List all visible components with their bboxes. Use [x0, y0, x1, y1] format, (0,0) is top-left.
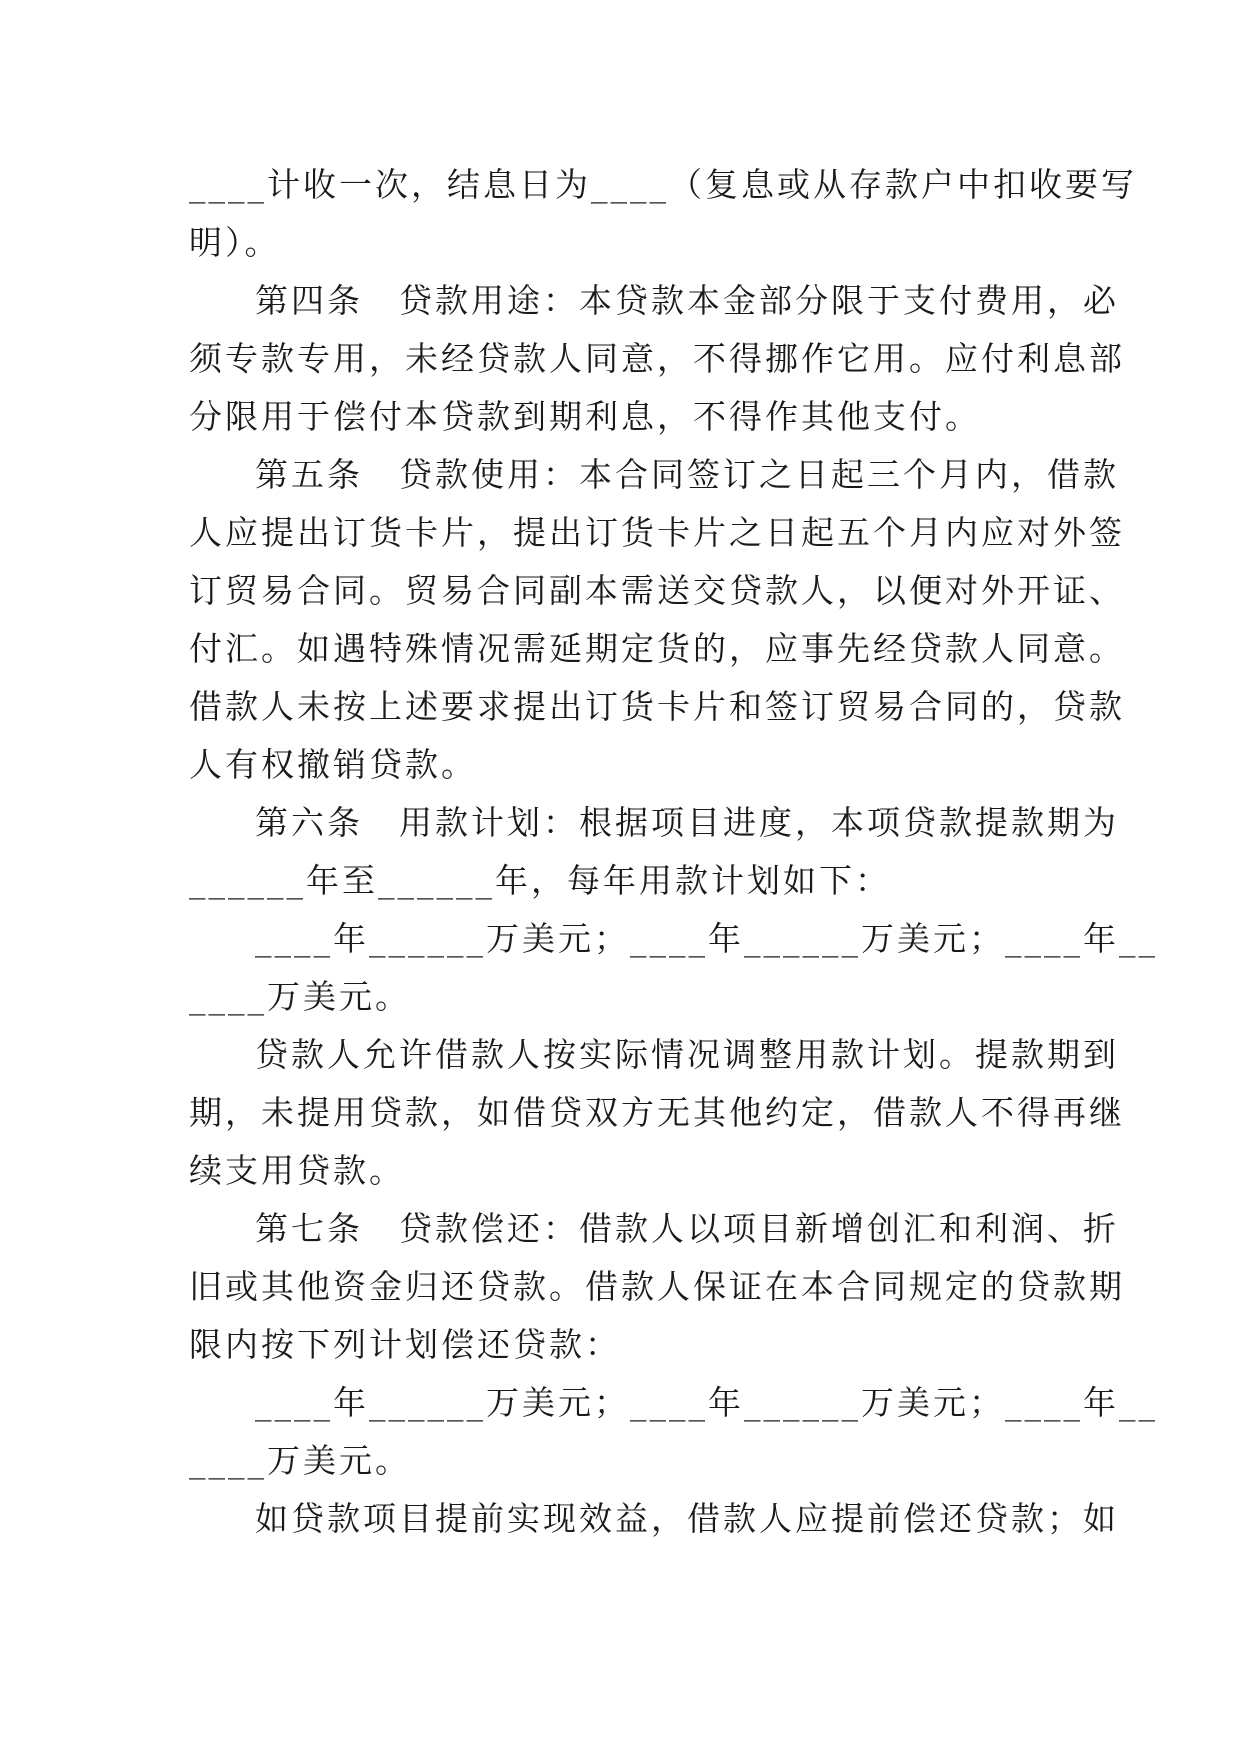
text-line: 明）。: [189, 223, 281, 262]
text-line: 须专款专用，未经贷款人同意，不得挪作它用。应付利息部: [189, 339, 1125, 378]
text-line: ______年至______年，每年用款计划如下：: [189, 861, 891, 900]
article-6-heading-line: 第六条 用款计划：根据项目进度，本项贷款提款期为: [255, 803, 1119, 842]
paragraph-start-line: 如贷款项目提前实现效益，借款人应提前偿还贷款；如: [255, 1499, 1119, 1538]
text-line: 分限用于偿付本贷款到期利息，不得作其他支付。: [189, 397, 981, 436]
text-line: 借款人未按上述要求提出订货卡片和签订贸易合同的，贷款: [189, 687, 1125, 726]
text-line: 限内按下列计划偿还贷款：: [189, 1325, 621, 1364]
text-line: ____万美元。: [189, 1441, 411, 1480]
text-line: 人有权撤销贷款。: [189, 745, 477, 784]
repayment-plan-line: ____年______万美元；____年______万美元；____年__: [255, 1383, 1158, 1422]
text-line: 续支用贷款。: [189, 1151, 405, 1190]
text-line: 付汇。如遇特殊情况需延期定货的，应事先经贷款人同意。: [189, 629, 1125, 668]
document-body: [189, 156, 1158, 1548]
text-line: ____万美元。: [189, 977, 411, 1016]
text-line: 订贸易合同。贸易合同副本需送交贷款人，以便对外开证、: [189, 571, 1125, 610]
drawdown-plan-line: ____年______万美元；____年______万美元；____年__: [255, 919, 1158, 958]
text-line: 人应提出订货卡片，提出订货卡片之日起五个月内应对外签: [189, 513, 1125, 552]
text-line: ____计收一次，结息日为____（复息或从存款户中扣收要写: [189, 165, 1137, 204]
text-line: 期，未提用贷款，如借贷双方无其他约定，借款人不得再继: [189, 1093, 1125, 1132]
paragraph-start-line: 贷款人允许借款人按实际情况调整用款计划。提款期到: [255, 1035, 1119, 1074]
article-4-heading-line: 第四条 贷款用途：本贷款本金部分限于支付费用，必: [255, 281, 1119, 320]
article-5-heading-line: 第五条 贷款使用：本合同签订之日起三个月内，借款: [255, 455, 1119, 494]
article-7-heading-line: 第七条 贷款偿还：借款人以项目新增创汇和利润、折: [255, 1209, 1119, 1248]
text-line: 旧或其他资金归还贷款。借款人保证在本合同规定的贷款期: [189, 1267, 1125, 1306]
